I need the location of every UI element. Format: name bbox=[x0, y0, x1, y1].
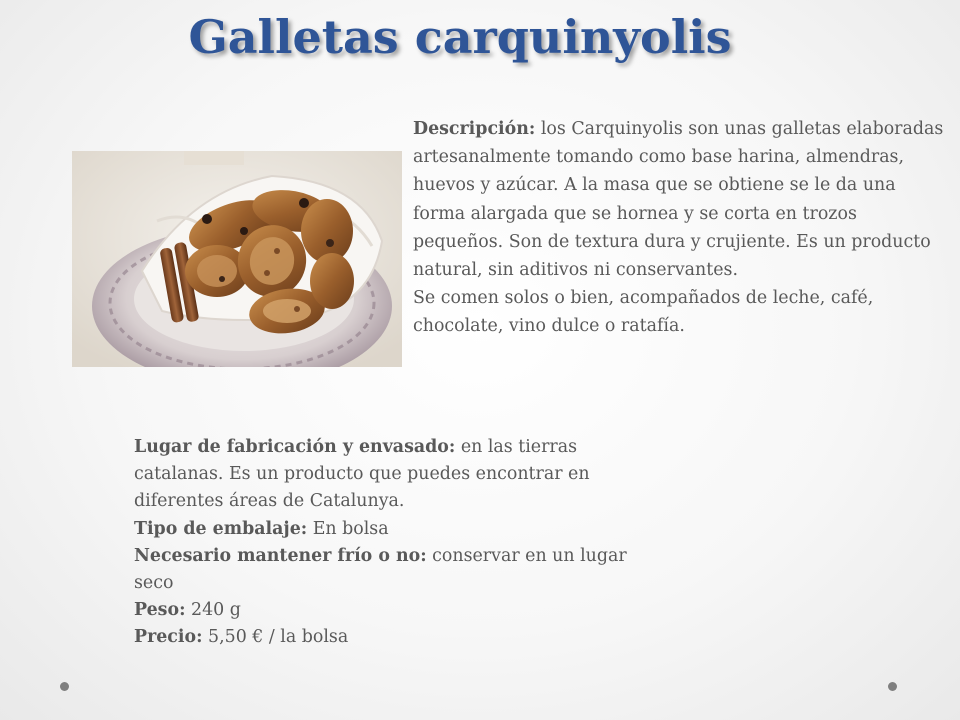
detail-weight-value: 240 g bbox=[185, 600, 241, 621]
detail-cold bbox=[134, 543, 634, 597]
description-paragraph bbox=[413, 115, 948, 341]
detail-weight bbox=[134, 597, 634, 624]
detail-packaging-label: Tipo de embalaje: bbox=[134, 518, 308, 539]
description-text-2: Se comen solos o bien, acompañados de leche, café, chocolate, vino dulce o ratafía. bbox=[413, 288, 874, 337]
bullet-dot-right bbox=[888, 682, 897, 691]
detail-price bbox=[134, 624, 634, 651]
detail-place-label: Lugar de fabricación y envasado: bbox=[134, 437, 456, 457]
detail-packaging bbox=[134, 516, 634, 543]
detail-cold-value: conservar en un lugar seco bbox=[134, 545, 627, 594]
product-details bbox=[134, 434, 634, 652]
detail-price-value: 5,50 € / la bolsa bbox=[202, 627, 349, 648]
detail-cold-label: Necesario mantener frío o no: bbox=[134, 545, 427, 566]
detail-packaging-value: En bolsa bbox=[307, 518, 389, 539]
detail-place bbox=[134, 434, 634, 516]
slide-title: Galletas carquinyolis bbox=[188, 10, 732, 64]
detail-price-label: Precio: bbox=[134, 627, 203, 648]
detail-weight-label: Peso: bbox=[134, 600, 186, 621]
description-label: Descripción: bbox=[413, 119, 536, 139]
description-text: los Carquinyolis son unas galletas elaboradas artesanalmente tomando como base harina, almendras, huevos y azúcar. A la masa que se obtiene se le da una forma alargada que se hornea y se corta en trozos pequeños. Son de textura dura y crujiente. Es un producto natural, sin aditivos ni conservantes. bbox=[413, 119, 944, 281]
detail-place-value: en las tierras catalanas. Es un producto que puedes encontrar en diferentes áreas de Catalunya. bbox=[134, 437, 590, 512]
carquinyolis-photo bbox=[72, 151, 402, 367]
bullet-dot-left bbox=[60, 682, 69, 691]
